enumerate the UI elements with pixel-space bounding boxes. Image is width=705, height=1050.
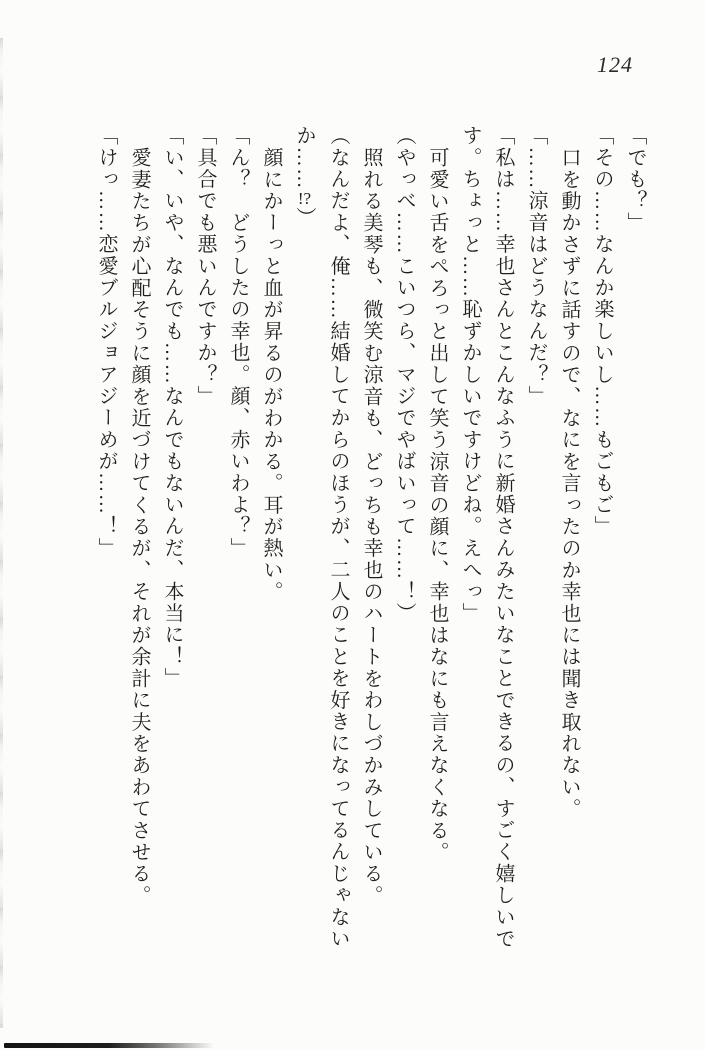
vertical-text-block bbox=[89, 125, 651, 1013]
text-line: す。ちょっと……恥ずかしいですけどね。えへっ」 bbox=[459, 125, 481, 625]
text-line: 愛妻たちが心配そうに顔を近づけてくるが、それが余計に夫をあわてさせる。 bbox=[128, 147, 150, 907]
text-line: 「……涼音はどうなんだ？」 bbox=[525, 125, 547, 408]
page-bottom-scan-line bbox=[4, 1043, 214, 1048]
text-line: 口を動かさずに話すので、なにを言ったのか幸也には聞き取れない。 bbox=[558, 147, 580, 820]
text-line: 照れる美琴も、微笑む涼音も、どっちも幸也のハートをわしづかみしている。 bbox=[360, 147, 382, 907]
text-line: 「けっ……恋愛ブルジョアジーめが……！」 bbox=[95, 125, 117, 559]
text-line: か……!?） bbox=[293, 125, 315, 229]
text-line: 「その……なんか楽しいし……もごもご」 bbox=[591, 125, 613, 538]
page-number: 124 bbox=[597, 52, 633, 77]
text-line: 「具合でも悪いんですか？」 bbox=[194, 125, 216, 408]
text-line: 顔にかーっと血が昇るのがわかる。耳が熱い。 bbox=[260, 147, 282, 603]
text-line: 「い、いや、なんでも……なんでもないんだ、本当に！」 bbox=[161, 125, 183, 690]
text-line: 可愛い舌をぺろっと出して笑う涼音の顔に、幸也はなにも言えなくなる。 bbox=[426, 147, 448, 864]
page-edge-scan-artifact bbox=[0, 38, 3, 1028]
tate-chu-yoko: !? bbox=[297, 190, 312, 208]
text-line: 「でも？」 bbox=[624, 125, 646, 234]
text-line: 「ん？ どうしたの幸也。顔、赤いわよ？」 bbox=[227, 125, 249, 559]
text-line: 「私は……幸也さんとこんなふうに新婚さんみたいなことできるの、すごく嬉しいで bbox=[492, 125, 514, 950]
text-line: （やっべ……こいつら、マジでやばいって……！） bbox=[393, 125, 415, 625]
text-line: （なんだよ、俺……結婚してからのほうが、二人のことを好きになってるんじゃない bbox=[327, 125, 349, 950]
